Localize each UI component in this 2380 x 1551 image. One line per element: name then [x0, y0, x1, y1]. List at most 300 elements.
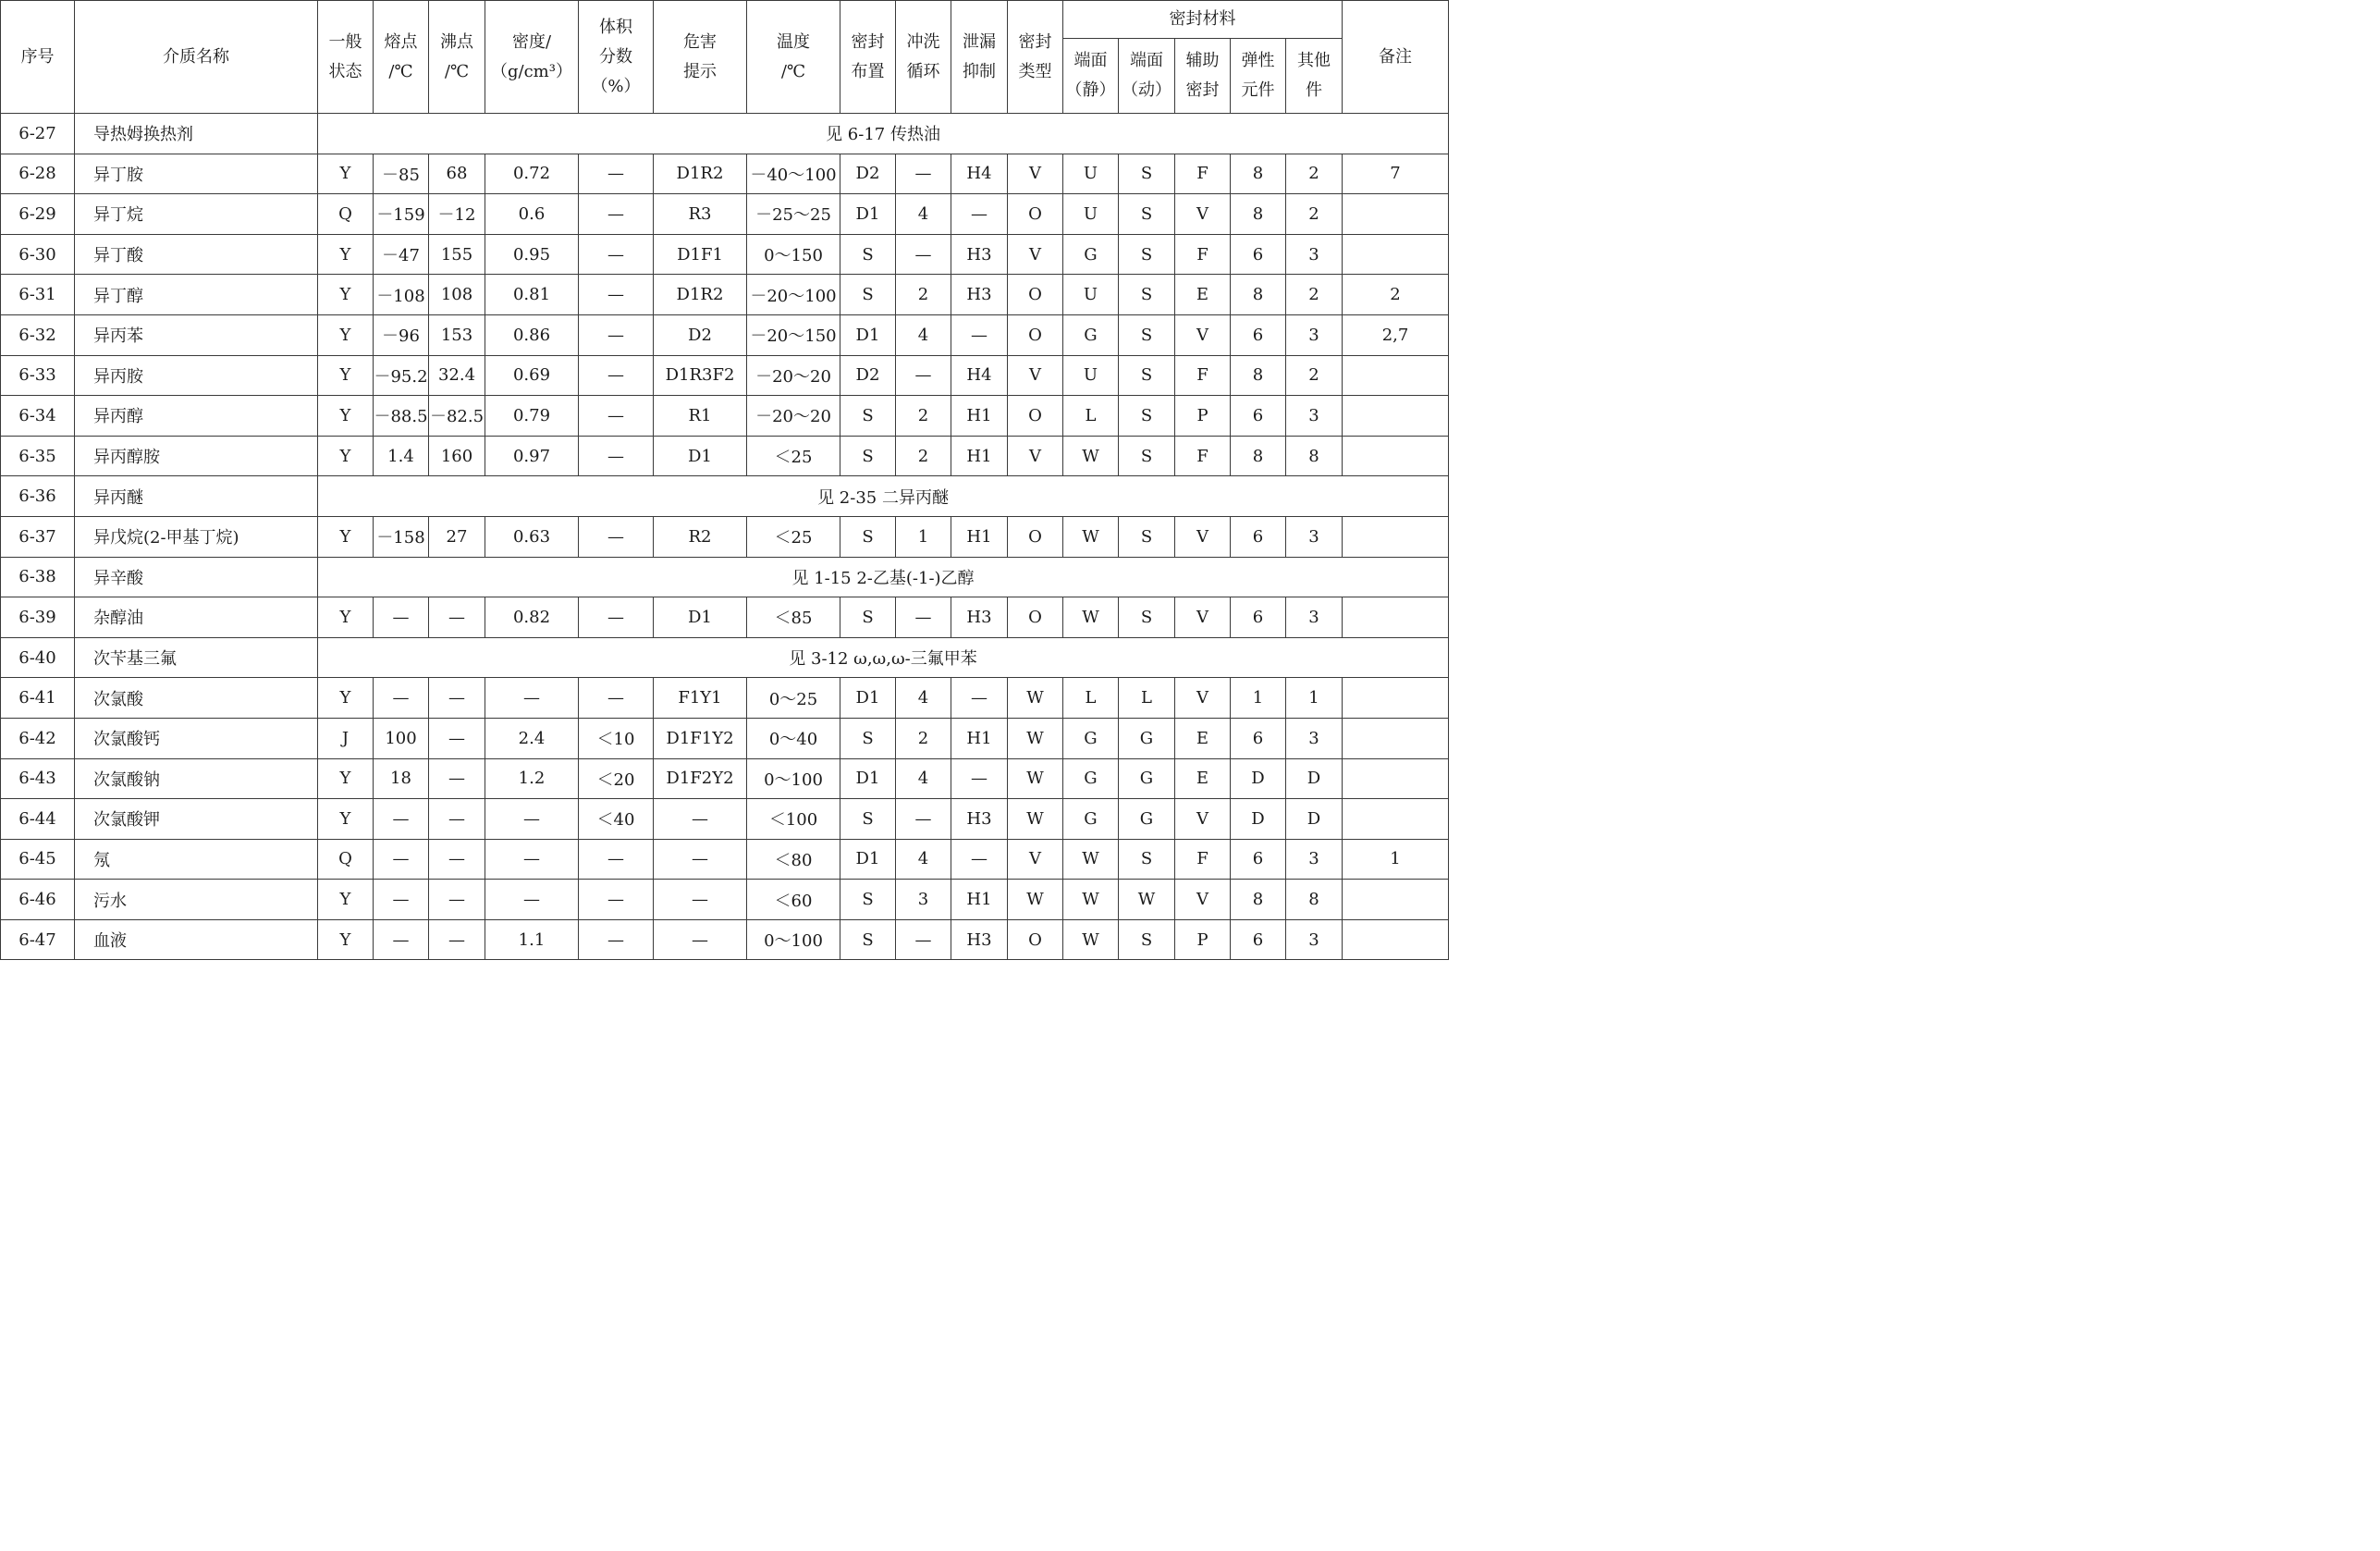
cell-melting-point: －159: [374, 194, 429, 235]
header-remarks: 备注: [1343, 1, 1449, 114]
cell-leak-suppression: H1: [951, 718, 1008, 758]
cell-temperature: ＜100: [747, 799, 840, 840]
header-flush-plan: 冲洗 循环: [896, 1, 951, 114]
header-boiling-point: 沸点 /℃: [429, 1, 485, 114]
cell-leak-suppression: H1: [951, 516, 1008, 557]
cell-seal-arrangement: S: [840, 234, 896, 275]
cell-aux-seal: V: [1175, 597, 1231, 638]
table-row: [1, 114, 1449, 154]
cell-aux-seal: V: [1175, 799, 1231, 840]
cell-hazard: R1: [654, 396, 747, 437]
cell-leak-suppression: —: [951, 678, 1008, 719]
cell-no: 6-32: [1, 314, 75, 355]
header-seal-type: 密封 类型: [1008, 1, 1063, 114]
cell-density: 0.97: [485, 436, 579, 476]
table-row: [1, 516, 1449, 557]
cell-seal-arrangement: D1: [840, 314, 896, 355]
cell-density: 0.82: [485, 597, 579, 638]
cell-state: Y: [318, 396, 374, 437]
header-melting-point: 熔点 /℃: [374, 1, 429, 114]
cell-face-static: U: [1063, 275, 1119, 315]
cell-face-dynamic: G: [1119, 758, 1175, 799]
cell-other-parts: D: [1286, 758, 1343, 799]
table-row: [1, 314, 1449, 355]
cell-boiling-point: —: [429, 718, 485, 758]
cell-boiling-point: —: [429, 678, 485, 719]
cell-density: 0.72: [485, 154, 579, 194]
cell-remarks: [1343, 799, 1449, 840]
cell-melting-point: －88.5: [374, 396, 429, 437]
cell-temperature: －25～25: [747, 194, 840, 235]
header-temperature: 温度 /℃: [747, 1, 840, 114]
cell-remarks: [1343, 678, 1449, 719]
cell-state: J: [318, 718, 374, 758]
cell-other-parts: 2: [1286, 355, 1343, 396]
cell-hazard: R2: [654, 516, 747, 557]
cell-remarks: 7: [1343, 154, 1449, 194]
cell-hazard: —: [654, 799, 747, 840]
table-row: [1, 919, 1449, 960]
cell-state: Y: [318, 436, 374, 476]
cell-boiling-point: 108: [429, 275, 485, 315]
cell-temperature: －20～20: [747, 396, 840, 437]
table-row: [1, 839, 1449, 880]
header-name: 介质名称: [75, 1, 318, 114]
cell-seal-arrangement: S: [840, 275, 896, 315]
cell-melting-point: －108: [374, 275, 429, 315]
cell-temperature: 0～40: [747, 718, 840, 758]
cell-volume-fraction: —: [579, 314, 654, 355]
cell-melting-point: －158: [374, 516, 429, 557]
cell-state: Y: [318, 919, 374, 960]
cell-face-dynamic: G: [1119, 799, 1175, 840]
table-row: [1, 234, 1449, 275]
table-row: [1, 678, 1449, 719]
cell-face-dynamic: G: [1119, 718, 1175, 758]
cell-melting-point: 18: [374, 758, 429, 799]
cell-seal-type: O: [1008, 597, 1063, 638]
cell-name: 异丙醇: [75, 396, 318, 437]
cell-boiling-point: 155: [429, 234, 485, 275]
cell-volume-fraction: ＜10: [579, 718, 654, 758]
cell-remarks: [1343, 396, 1449, 437]
cell-seal-arrangement: D2: [840, 154, 896, 194]
cell-name: 异丙醇胺: [75, 436, 318, 476]
cell-hazard: F1Y1: [654, 678, 747, 719]
cell-density: 1.1: [485, 919, 579, 960]
cell-seal-type: V: [1008, 154, 1063, 194]
cell-melting-point: 100: [374, 718, 429, 758]
cell-melting-point: —: [374, 839, 429, 880]
cell-other-parts: 3: [1286, 597, 1343, 638]
cell-flush-plan: 3: [896, 880, 951, 920]
cell-volume-fraction: —: [579, 396, 654, 437]
cell-aux-seal: V: [1175, 880, 1231, 920]
cell-flush-plan: —: [896, 154, 951, 194]
cell-elastic-element: 6: [1231, 839, 1286, 880]
cell-no: 6-33: [1, 355, 75, 396]
cell-no: 6-28: [1, 154, 75, 194]
table-row: [1, 557, 1449, 597]
cell-name: 异丁烷: [75, 194, 318, 235]
cell-flush-plan: 2: [896, 396, 951, 437]
cell-remarks: [1343, 758, 1449, 799]
cell-name: 导热姆换热剂: [75, 114, 318, 154]
cell-volume-fraction: —: [579, 436, 654, 476]
cell-name: 杂醇油: [75, 597, 318, 638]
cell-aux-seal: P: [1175, 919, 1231, 960]
cell-other-parts: 2: [1286, 194, 1343, 235]
header-volume-fraction: 体积 分数 （%）: [579, 1, 654, 114]
cell-density: 1.2: [485, 758, 579, 799]
cell-seal-type: V: [1008, 355, 1063, 396]
cell-remarks: 2: [1343, 275, 1449, 315]
cell-elastic-element: D: [1231, 758, 1286, 799]
cell-other-parts: D: [1286, 799, 1343, 840]
cell-remarks: [1343, 718, 1449, 758]
cell-seal-arrangement: S: [840, 799, 896, 840]
cell-boiling-point: —: [429, 839, 485, 880]
cell-no: 6-41: [1, 678, 75, 719]
cell-face-dynamic: S: [1119, 275, 1175, 315]
cell-face-static: G: [1063, 758, 1119, 799]
cell-elastic-element: 6: [1231, 314, 1286, 355]
cell-aux-seal: F: [1175, 839, 1231, 880]
header-no: 序号: [1, 1, 75, 114]
cell-name: 异丙醚: [75, 476, 318, 517]
cell-other-parts: 3: [1286, 314, 1343, 355]
table-row: [1, 194, 1449, 235]
table-row: [1, 275, 1449, 315]
cell-flush-plan: 2: [896, 718, 951, 758]
cell-leak-suppression: H3: [951, 799, 1008, 840]
cell-seal-arrangement: D1: [840, 839, 896, 880]
cell-other-parts: 2: [1286, 275, 1343, 315]
header-face-static: 端面 （静）: [1063, 39, 1119, 114]
cell-temperature: －20～150: [747, 314, 840, 355]
cell-temperature: 0～100: [747, 919, 840, 960]
cell-aux-seal: V: [1175, 516, 1231, 557]
cell-seal-type: W: [1008, 718, 1063, 758]
cell-other-parts: 3: [1286, 396, 1343, 437]
cell-aux-seal: E: [1175, 718, 1231, 758]
cell-seal-type: V: [1008, 436, 1063, 476]
cell-leak-suppression: H3: [951, 919, 1008, 960]
cell-boiling-point: —: [429, 919, 485, 960]
cell-melting-point: －85: [374, 154, 429, 194]
cell-aux-seal: V: [1175, 314, 1231, 355]
cell-seal-type: V: [1008, 839, 1063, 880]
cell-state: Y: [318, 597, 374, 638]
cell-remarks: [1343, 436, 1449, 476]
cell-volume-fraction: ＜20: [579, 758, 654, 799]
cell-other-parts: 8: [1286, 880, 1343, 920]
table-row: [1, 355, 1449, 396]
cell-melting-point: —: [374, 799, 429, 840]
cell-remarks: 2,7: [1343, 314, 1449, 355]
cell-boiling-point: —: [429, 597, 485, 638]
cell-aux-seal: F: [1175, 355, 1231, 396]
cell-face-dynamic: S: [1119, 516, 1175, 557]
cell-density: 2.4: [485, 718, 579, 758]
cell-flush-plan: —: [896, 919, 951, 960]
cell-name: 次氯酸钙: [75, 718, 318, 758]
cell-temperature: －20～20: [747, 355, 840, 396]
cell-volume-fraction: —: [579, 355, 654, 396]
cell-temperature: －40～100: [747, 154, 840, 194]
cell-hazard: —: [654, 919, 747, 960]
cell-no: 6-43: [1, 758, 75, 799]
cell-boiling-point: —: [429, 799, 485, 840]
cell-state: Y: [318, 275, 374, 315]
cell-temperature: ＜25: [747, 436, 840, 476]
cell-other-parts: 1: [1286, 678, 1343, 719]
table-row: [1, 597, 1449, 638]
cell-face-static: G: [1063, 799, 1119, 840]
cell-leak-suppression: H4: [951, 355, 1008, 396]
cell-seal-arrangement: S: [840, 718, 896, 758]
cell-no: 6-37: [1, 516, 75, 557]
cell-face-static: U: [1063, 194, 1119, 235]
cell-seal-type: W: [1008, 758, 1063, 799]
table-row: [1, 799, 1449, 840]
cell-density: 0.86: [485, 314, 579, 355]
cell-flush-plan: 2: [896, 436, 951, 476]
cell-seal-arrangement: S: [840, 919, 896, 960]
cell-remarks: [1343, 194, 1449, 235]
cell-flush-plan: 4: [896, 758, 951, 799]
cell-volume-fraction: —: [579, 275, 654, 315]
cell-melting-point: 1.4: [374, 436, 429, 476]
cell-boiling-point: 32.4: [429, 355, 485, 396]
cell-face-dynamic: L: [1119, 678, 1175, 719]
cell-name: 次氯酸钠: [75, 758, 318, 799]
cell-hazard: D1R3F2: [654, 355, 747, 396]
cell-no: 6-34: [1, 396, 75, 437]
cell-seal-arrangement: D1: [840, 678, 896, 719]
cell-hazard: D1: [654, 597, 747, 638]
cell-flush-plan: —: [896, 799, 951, 840]
cell-remarks: 1: [1343, 839, 1449, 880]
cell-name: 异丙胺: [75, 355, 318, 396]
cell-aux-seal: F: [1175, 154, 1231, 194]
cell-face-static: U: [1063, 355, 1119, 396]
cell-face-static: W: [1063, 839, 1119, 880]
cell-no: 6-27: [1, 114, 75, 154]
cell-elastic-element: 8: [1231, 275, 1286, 315]
cell-name: 次氯酸钾: [75, 799, 318, 840]
cell-no: 6-47: [1, 919, 75, 960]
cell-elastic-element: 8: [1231, 880, 1286, 920]
cell-seal-arrangement: D1: [840, 758, 896, 799]
cell-name: 异丙苯: [75, 314, 318, 355]
cell-density: 0.79: [485, 396, 579, 437]
cell-hazard: D1F1: [654, 234, 747, 275]
cell-flush-plan: 2: [896, 275, 951, 315]
cell-boiling-point: 160: [429, 436, 485, 476]
cell-aux-seal: F: [1175, 234, 1231, 275]
cell-seal-type: O: [1008, 275, 1063, 315]
header-hazard: 危害 提示: [654, 1, 747, 114]
cell-leak-suppression: H1: [951, 436, 1008, 476]
cell-density: 0.63: [485, 516, 579, 557]
cell-leak-suppression: H1: [951, 880, 1008, 920]
cell-seal-arrangement: S: [840, 516, 896, 557]
header-face-dynamic: 端面 （动）: [1119, 39, 1175, 114]
cell-elastic-element: 6: [1231, 234, 1286, 275]
cell-remarks: [1343, 355, 1449, 396]
cell-volume-fraction: —: [579, 516, 654, 557]
cell-name: 异辛酸: [75, 557, 318, 597]
cell-state: Y: [318, 880, 374, 920]
header-state: 一般 状态: [318, 1, 374, 114]
header-density: 密度/ （g/cm³）: [485, 1, 579, 114]
cell-flush-plan: —: [896, 355, 951, 396]
cell-temperature: ＜85: [747, 597, 840, 638]
cell-name: 污水: [75, 880, 318, 920]
table-row: [1, 396, 1449, 437]
cell-boiling-point: —: [429, 880, 485, 920]
cell-face-dynamic: S: [1119, 436, 1175, 476]
header-elastic-element: 弹性 元件: [1231, 39, 1286, 114]
table-row: [1, 880, 1449, 920]
cell-other-parts: 3: [1286, 839, 1343, 880]
cell-name: 次氯酸: [75, 678, 318, 719]
cell-flush-plan: 4: [896, 839, 951, 880]
cell-reference: 见 2-35 二异丙醚: [318, 476, 1449, 517]
cell-elastic-element: 8: [1231, 436, 1286, 476]
cell-leak-suppression: H4: [951, 154, 1008, 194]
cell-other-parts: 8: [1286, 436, 1343, 476]
cell-aux-seal: V: [1175, 678, 1231, 719]
cell-melting-point: —: [374, 919, 429, 960]
cell-volume-fraction: —: [579, 678, 654, 719]
cell-flush-plan: 4: [896, 314, 951, 355]
cell-state: Q: [318, 194, 374, 235]
cell-hazard: D1F2Y2: [654, 758, 747, 799]
cell-state: Y: [318, 758, 374, 799]
cell-density: 0.69: [485, 355, 579, 396]
cell-seal-type: O: [1008, 516, 1063, 557]
cell-other-parts: 3: [1286, 234, 1343, 275]
cell-face-dynamic: S: [1119, 194, 1175, 235]
cell-density: —: [485, 678, 579, 719]
cell-no: 6-45: [1, 839, 75, 880]
table-row: [1, 637, 1449, 678]
cell-seal-arrangement: D2: [840, 355, 896, 396]
table-row: [1, 758, 1449, 799]
cell-face-static: W: [1063, 597, 1119, 638]
cell-remarks: [1343, 880, 1449, 920]
cell-volume-fraction: ＜40: [579, 799, 654, 840]
header-leak-suppression: 泄漏 抑制: [951, 1, 1008, 114]
cell-flush-plan: 4: [896, 194, 951, 235]
cell-name: 次苄基三氟: [75, 637, 318, 678]
cell-face-dynamic: S: [1119, 314, 1175, 355]
cell-name: 异丁醇: [75, 275, 318, 315]
cell-no: 6-30: [1, 234, 75, 275]
cell-no: 6-44: [1, 799, 75, 840]
cell-face-static: G: [1063, 314, 1119, 355]
cell-density: 0.81: [485, 275, 579, 315]
cell-seal-type: O: [1008, 396, 1063, 437]
cell-no: 6-42: [1, 718, 75, 758]
cell-leak-suppression: —: [951, 758, 1008, 799]
cell-no: 6-39: [1, 597, 75, 638]
cell-face-dynamic: S: [1119, 396, 1175, 437]
cell-state: Y: [318, 678, 374, 719]
table-row: [1, 718, 1449, 758]
cell-melting-point: —: [374, 880, 429, 920]
cell-face-dynamic: S: [1119, 234, 1175, 275]
cell-volume-fraction: —: [579, 597, 654, 638]
cell-aux-seal: F: [1175, 436, 1231, 476]
header-seal-arrangement: 密封 布置: [840, 1, 896, 114]
cell-seal-arrangement: D1: [840, 194, 896, 235]
cell-hazard: D1R2: [654, 275, 747, 315]
cell-elastic-element: 6: [1231, 516, 1286, 557]
cell-face-dynamic: S: [1119, 154, 1175, 194]
cell-flush-plan: 4: [896, 678, 951, 719]
cell-volume-fraction: —: [579, 154, 654, 194]
cell-seal-arrangement: S: [840, 597, 896, 638]
cell-no: 6-38: [1, 557, 75, 597]
cell-aux-seal: P: [1175, 396, 1231, 437]
cell-leak-suppression: H1: [951, 396, 1008, 437]
cell-remarks: [1343, 597, 1449, 638]
cell-hazard: D1: [654, 436, 747, 476]
cell-elastic-element: 8: [1231, 154, 1286, 194]
cell-state: Y: [318, 516, 374, 557]
cell-elastic-element: D: [1231, 799, 1286, 840]
cell-name: 氖: [75, 839, 318, 880]
cell-seal-type: O: [1008, 919, 1063, 960]
cell-volume-fraction: —: [579, 234, 654, 275]
cell-volume-fraction: —: [579, 194, 654, 235]
cell-no: 6-40: [1, 637, 75, 678]
cell-face-static: W: [1063, 919, 1119, 960]
cell-face-static: L: [1063, 678, 1119, 719]
cell-melting-point: －95.2: [374, 355, 429, 396]
cell-leak-suppression: H3: [951, 234, 1008, 275]
cell-temperature: ＜60: [747, 880, 840, 920]
cell-elastic-element: 6: [1231, 597, 1286, 638]
cell-aux-seal: E: [1175, 758, 1231, 799]
cell-no: 6-31: [1, 275, 75, 315]
cell-density: —: [485, 839, 579, 880]
cell-leak-suppression: H3: [951, 275, 1008, 315]
cell-face-dynamic: S: [1119, 919, 1175, 960]
cell-reference: 见 6-17 传热油: [318, 114, 1449, 154]
cell-elastic-element: 6: [1231, 919, 1286, 960]
cell-other-parts: 3: [1286, 718, 1343, 758]
cell-elastic-element: 1: [1231, 678, 1286, 719]
cell-face-static: W: [1063, 516, 1119, 557]
cell-boiling-point: 153: [429, 314, 485, 355]
cell-flush-plan: —: [896, 234, 951, 275]
cell-reference: 见 1-15 2-乙基(-1-)乙醇: [318, 557, 1449, 597]
cell-other-parts: 3: [1286, 516, 1343, 557]
cell-state: Q: [318, 839, 374, 880]
cell-remarks: [1343, 919, 1449, 960]
cell-aux-seal: E: [1175, 275, 1231, 315]
cell-no: 6-46: [1, 880, 75, 920]
cell-seal-type: O: [1008, 194, 1063, 235]
cell-leak-suppression: —: [951, 839, 1008, 880]
cell-seal-type: O: [1008, 314, 1063, 355]
table-row: [1, 436, 1449, 476]
cell-melting-point: —: [374, 597, 429, 638]
